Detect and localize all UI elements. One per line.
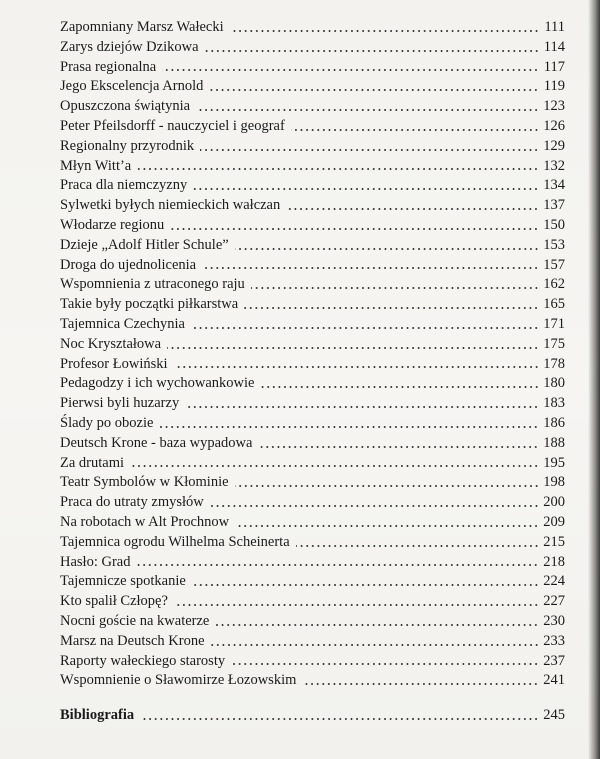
- dot-leader: [136, 563, 539, 567]
- toc-entry: [60, 315, 565, 335]
- toc-entry-title: Tajemnicze spotkanie: [60, 573, 186, 590]
- toc-entry-title: Sylwetki byłych niemieckich wałczan: [60, 197, 281, 214]
- toc-entry: [60, 454, 565, 474]
- toc-entry-title: Prasa regionalna: [60, 58, 157, 75]
- toc-entry-page: 153: [543, 236, 565, 253]
- toc-entry: [60, 374, 565, 394]
- dot-leader: [230, 29, 539, 33]
- toc-entry-page: 230: [543, 612, 565, 629]
- toc-entry-page: 132: [543, 157, 565, 174]
- toc-entry: [60, 176, 565, 196]
- toc-entry: [60, 275, 565, 295]
- toc-entry-title: Regionalny przyrodnik: [60, 137, 195, 154]
- toc-entry-title: Zapomniany Marsz Wałecki: [60, 19, 224, 35]
- toc-entry-page: 123: [543, 98, 565, 115]
- toc-entry-title: Wspomnienie o Sławomirze Łozowskim: [60, 672, 297, 689]
- toc-entry-title: Marsz na Deutsch Krone: [60, 632, 205, 649]
- toc-entry-page: 175: [543, 335, 565, 352]
- toc-entry-page: 200: [543, 494, 565, 511]
- toc-entry-page: 157: [543, 256, 565, 273]
- toc-entry-page: 117: [543, 58, 565, 75]
- dot-leader: [162, 68, 539, 72]
- toc-entry-page: 227: [543, 593, 565, 610]
- toc-entry-title: Tajemnica ogrodu Wilhelma Scheinerta: [60, 533, 290, 550]
- dot-leader: [196, 108, 539, 112]
- dot-leader: [215, 623, 539, 627]
- dot-leader: [193, 187, 539, 191]
- toc-entry-page: 162: [543, 276, 565, 293]
- toc-entry-page: 215: [543, 533, 565, 550]
- dot-leader: [235, 524, 539, 528]
- toc-entry-title: Na robotach w Alt Prochnow: [60, 513, 230, 530]
- toc-entry: [60, 355, 565, 375]
- dot-leader: [251, 286, 539, 290]
- toc-entry: [60, 671, 565, 691]
- toc-entry: [60, 632, 565, 652]
- toc-entry-title: Hasło: Grad: [60, 553, 131, 570]
- toc-entry-title: Kto spalił Człopę?: [60, 593, 168, 610]
- toc-entry: [60, 394, 565, 414]
- toc-entry-title: Praca dla niemczyzny: [60, 177, 188, 194]
- toc-entry-title: Praca do utraty zmysłów: [60, 494, 204, 511]
- toc-entry-page: 209: [543, 513, 565, 530]
- toc-entry-title: Deutsch Krone - baza wypadowa: [60, 434, 253, 451]
- toc-entry: [60, 434, 565, 454]
- dot-leader: [174, 603, 539, 607]
- toc-entry-title: Pedagodzy i ich wychowankowie: [60, 375, 255, 392]
- toc-entry: [60, 137, 565, 157]
- toc-entry-title: Za drutami: [60, 454, 125, 471]
- toc-entry: [60, 77, 565, 97]
- toc-entry-page: 180: [543, 375, 565, 392]
- toc-entry-title: Tajemnica Czechynia: [60, 315, 185, 332]
- toc-entry: [60, 196, 565, 216]
- dot-leader: [286, 207, 539, 211]
- toc-entry-page: 119: [543, 78, 565, 95]
- dot-leader: [211, 643, 539, 647]
- dot-leader: [191, 326, 539, 330]
- toc-entry: [60, 572, 565, 592]
- dot-leader: [235, 484, 539, 488]
- toc-entry-title: Dzieje „Adolf Hitler Schule”: [60, 236, 229, 253]
- toc-entry-page: 198: [543, 474, 565, 491]
- toc-entry: [60, 38, 565, 58]
- toc-entry-page: 150: [543, 216, 565, 233]
- toc-entry-page: 165: [543, 296, 565, 313]
- toc-entry-title: Teatr Symbolów w Kłominie: [60, 474, 229, 491]
- dot-leader: [235, 247, 539, 251]
- toc-entry-page: 137: [543, 197, 565, 214]
- toc-entry: [60, 553, 565, 573]
- toc-entry: [60, 335, 565, 355]
- toc-entry-title: Nocni goście na kwaterze: [60, 612, 210, 629]
- toc-entry: [60, 97, 565, 117]
- toc-entry-page: 188: [543, 434, 565, 451]
- toc-entry-page: 195: [543, 454, 565, 471]
- dot-leader: [296, 544, 539, 548]
- toc-entry-title: Profesor Łowiński: [60, 355, 168, 372]
- toc-entry-page: 224: [543, 573, 565, 590]
- dot-leader: [258, 445, 539, 449]
- toc-entry-title: Raporty wałeckiego starosty: [60, 652, 226, 669]
- toc-entry-title: Ślady po obozie: [60, 414, 154, 431]
- toc-entry: [60, 157, 565, 177]
- toc-entry: [60, 592, 565, 612]
- dot-leader: [167, 346, 539, 350]
- dot-leader: [261, 385, 540, 389]
- toc-entry-title: Peter Pfeilsdorff - nauczyciel i geograf: [60, 117, 285, 134]
- toc-entry: [60, 18, 565, 38]
- dot-leader: [140, 717, 539, 721]
- toc-entry: [60, 533, 565, 553]
- toc-entry: [60, 513, 565, 533]
- toc-entry-title: Noc Kryształowa: [60, 335, 162, 352]
- toc-entry-page: 129: [543, 137, 565, 154]
- dot-leader: [159, 425, 539, 429]
- toc-entry-page: 241: [543, 672, 565, 689]
- toc-entry: [60, 216, 565, 236]
- toc-entry: [60, 256, 565, 276]
- toc-entry: [60, 58, 565, 78]
- dot-leader: [192, 583, 539, 587]
- dot-leader: [130, 464, 539, 468]
- toc-entry-title: Włodarze regionu: [60, 216, 165, 233]
- toc-entry-bibliography: [60, 706, 565, 726]
- toc-entry-page: 178: [543, 355, 565, 372]
- toc-entry-page: 183: [543, 395, 565, 412]
- dot-leader: [291, 128, 539, 132]
- toc-entry-title: Bibliografia: [60, 707, 135, 724]
- toc-entry-title: Młyn Witt’a: [60, 157, 132, 174]
- dot-leader: [137, 167, 539, 171]
- dot-leader: [302, 682, 539, 686]
- toc-entry-page: 218: [543, 553, 565, 570]
- toc-entry-title: Takie były początki piłkarstwa: [60, 296, 239, 313]
- dot-leader: [244, 306, 539, 310]
- toc-entry-page: 171: [543, 315, 565, 332]
- dot-leader: [231, 662, 539, 666]
- dot-leader: [185, 405, 539, 409]
- toc-entry-list: [60, 18, 565, 691]
- toc-entry-title: Wspomnienia z utraconego raju: [60, 276, 245, 293]
- toc-entry: [60, 295, 565, 315]
- toc-entry-page: 114: [543, 38, 565, 55]
- dot-leader: [205, 49, 539, 53]
- dot-leader: [200, 148, 539, 152]
- toc-entry-page: 186: [543, 414, 565, 431]
- toc-entry: [60, 414, 565, 434]
- dot-leader: [210, 504, 539, 508]
- toc-entry-page: 111: [544, 19, 565, 35]
- toc-entry-page: 134: [543, 177, 565, 194]
- toc-entry-title: Jego Ekscelencja Arnold: [60, 78, 204, 95]
- table-of-contents: [60, 18, 565, 726]
- dot-leader: [209, 88, 539, 92]
- toc-entry-title: Opuszczona świątynia: [60, 98, 191, 115]
- dot-leader: [174, 365, 539, 369]
- page-edge-shadow: [588, 0, 600, 759]
- toc-entry: [60, 236, 565, 256]
- toc-entry-title: Droga do ujednolicenia: [60, 256, 197, 273]
- toc-entry: [60, 493, 565, 513]
- toc-entry-page: 233: [543, 632, 565, 649]
- toc-entry-page: 126: [543, 117, 565, 134]
- toc-entry-page: 245: [543, 707, 565, 724]
- toc-entry: [60, 612, 565, 632]
- toc-entry: [60, 652, 565, 672]
- toc-entry-title: Zarys dziejów Dzikowa: [60, 38, 199, 55]
- toc-entry-title: Pierwsi byli huzarzy: [60, 395, 180, 412]
- dot-leader: [170, 227, 539, 231]
- toc-entry: [60, 473, 565, 493]
- dot-leader: [202, 266, 539, 270]
- toc-entry-page: 237: [543, 652, 565, 669]
- toc-entry: [60, 117, 565, 137]
